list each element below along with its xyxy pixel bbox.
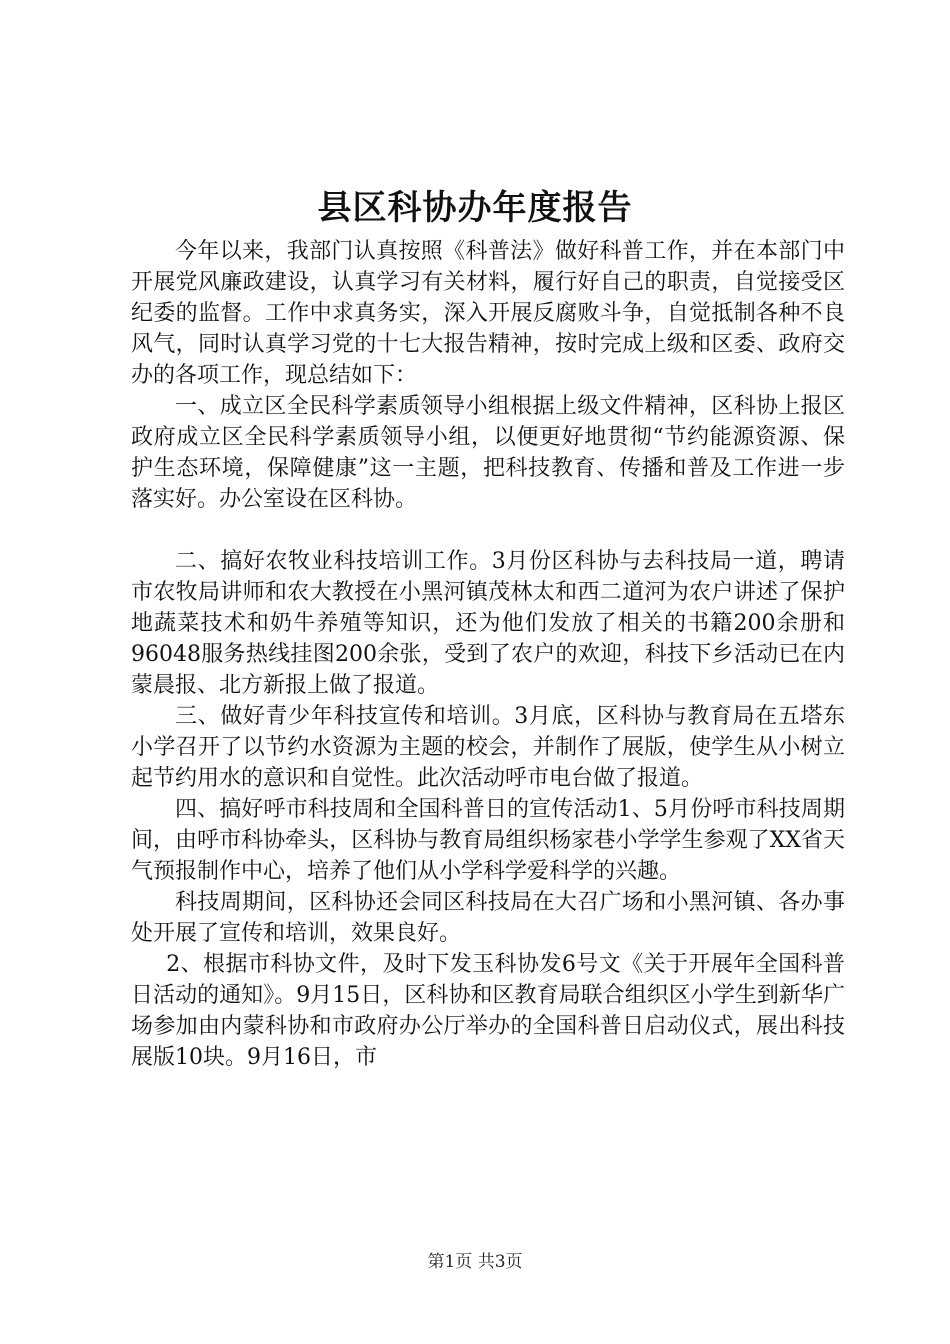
paragraph-section-3: 三、做好青少年科技宣传和培训。3月底，区科协与教育局在五塔东小学召开了以节约水资源为主题的校会，并制作了展版，使学生从小树立起节约用水的意识和自觉性。此次活动呼市电台做了报道。	[131, 704, 845, 791]
paragraph-science-day: 2、根据市科协文件，及时下发玉科协发6号文《关于开展年全国科普日活动的通知》。9月15日，区科协和区教育局联合组织区小学生到新华广场参加由内蒙科协和市政府办公厅举办的全国科普日启动仪式，展出科技展版10块。9月16日，市	[131, 952, 845, 1070]
paragraph-section-4: 四、搞好呼市科技周和全国科普日的宣传活动1、5月份呼市科技周期间，由呼市科协牵头，区科协与教育局组织杨家巷小学学生参观了XX省天气预报制作中心，培养了他们从小学科学爱科学的兴趣。	[131, 797, 845, 884]
page-footer: 第1页 共3页	[427, 1252, 523, 1272]
document-title: 县区科协办年度报告	[317, 188, 633, 228]
paragraph-section-1: 一、成立区全民科学素质领导小组根据上级文件精神，区科协上报区政府成立区全民科学素质领导小组，以便更好地贯彻“节约能源资源、保护生态环境，保障健康”这一主题，把科技教育、传播和普及工作进一步落实好。办公室设在区科协。	[131, 394, 845, 512]
document-body	[131, 236, 845, 1073]
paragraph-science-week: 科技周期间，区科协还会同区科技局在大召广场和小黑河镇、各办事处开展了宣传和培训，效果良好。	[131, 890, 845, 946]
paragraph-intro: 今年以来，我部门认真按照《科普法》做好科普工作，并在本部门中开展党风廉政建设，认真学习有关材料，履行好自己的职责，自觉接受区纪委的监督。工作中求真务实，深入开展反腐败斗争，自觉抵制各种不良风气，同时认真学习党的十七大报告精神，按时完成上级和区委、政府交办的各项工作，现总结如下：	[131, 239, 845, 388]
paragraph-section-2: 二、搞好农牧业科技培训工作。3月份区科协与去科技局一道，聘请市农牧局讲师和农大教授在小黑河镇茂林太和西二道河为农户讲述了保护地蔬菜技术和奶牛养殖等知识，还为他们发放了相关的书籍200余册和96048服务热线挂图200余张，受到了农户的欢迎，科技下乡活动已在内蒙晨报、北方新报上做了报道。	[131, 549, 845, 698]
